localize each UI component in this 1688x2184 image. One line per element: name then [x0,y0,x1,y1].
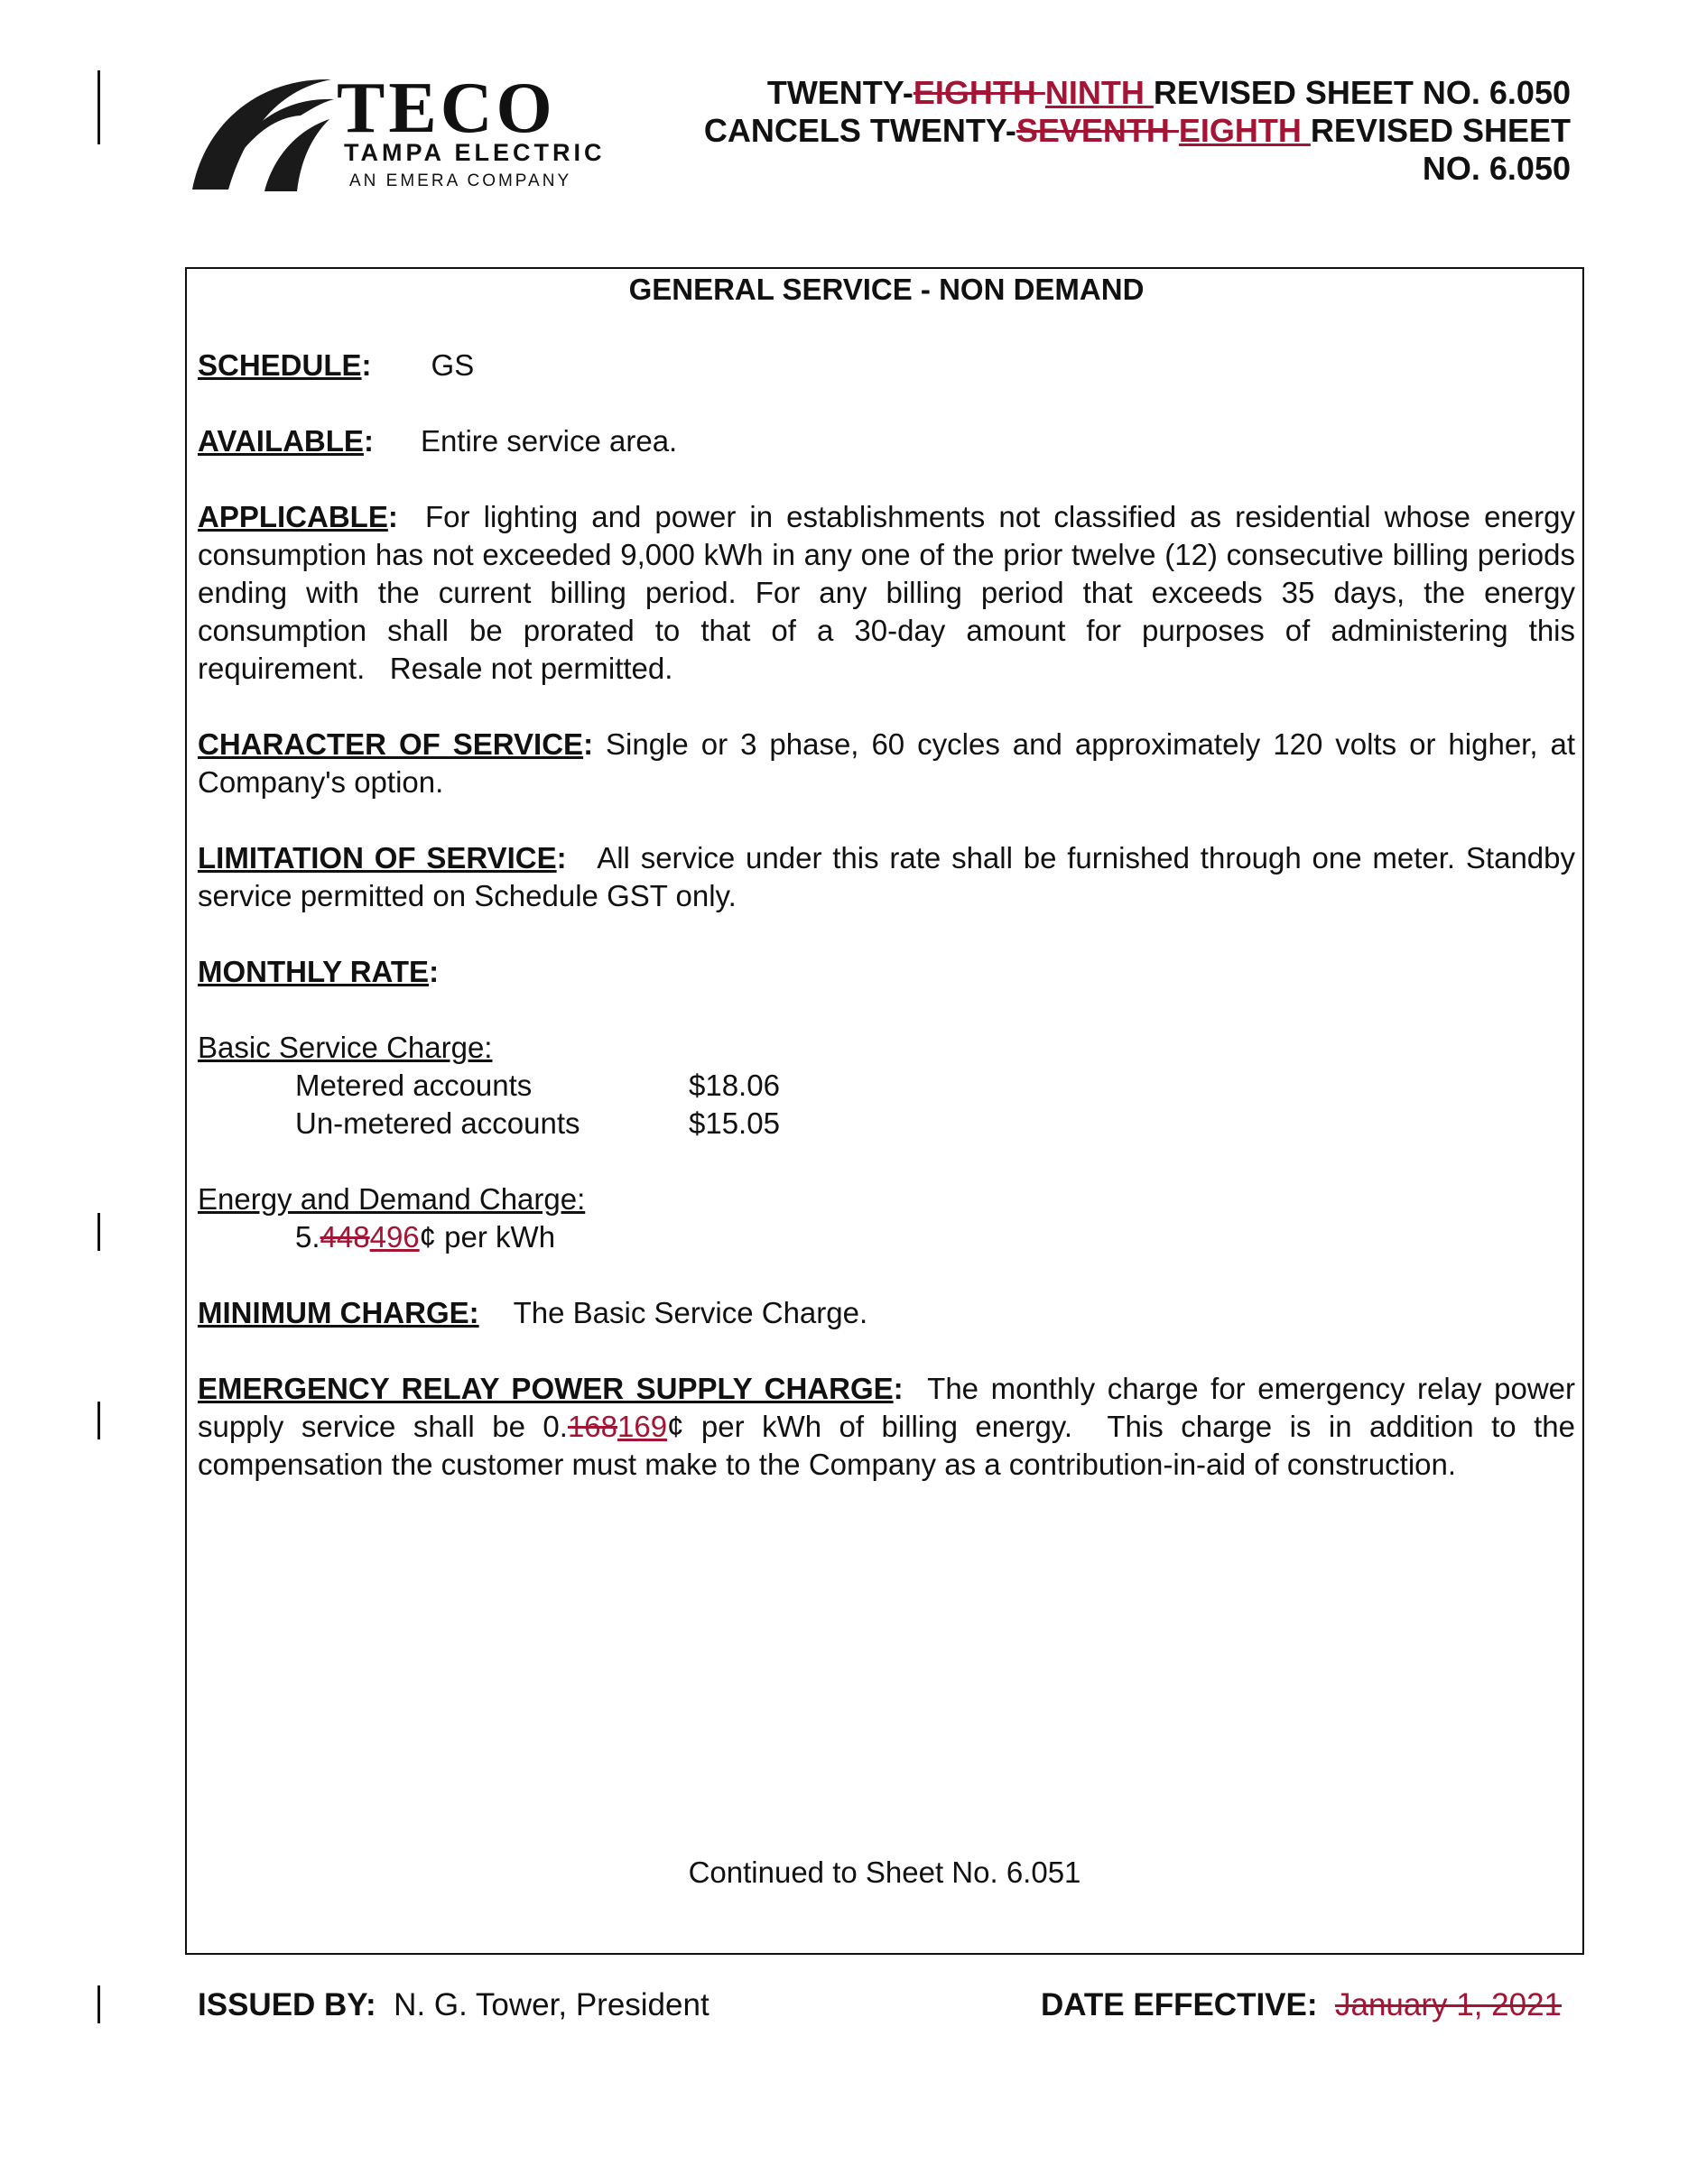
deleted-text: 448 [320,1220,370,1254]
revision-bar [97,1213,100,1251]
applicable-label: APPLICABLE [198,500,388,533]
character-section: CHARACTER OF SERVICE: Single or 3 phase, 60 cycles and approximately 120 volts or higher, at Company's option. [198,727,1584,799]
teco-logo [185,70,654,206]
revision-bar [97,70,100,144]
teco-swoosh-icon [185,70,339,197]
available-section: AVAILABLE: Entire service area. [198,424,678,458]
issued-by-label: ISSUED BY: [198,1987,376,2022]
schedule-value: GS [431,348,475,382]
limitation-text: All service under this rate shall be furnished through one meter. Standby service permitted on Schedule GST only. [198,841,1584,912]
page-title: GENERAL SERVICE - NON DEMAND [628,273,1145,306]
minimum-charge-text: The Basic Service Charge. [513,1296,868,1329]
schedule-label: SCHEDULE [198,348,362,382]
energy-demand-charge [198,1180,1575,1256]
monthly-rate-label: MONTHLY RATE [198,955,430,988]
basic-service-charge [198,1029,1575,1143]
available-value: Entire service area. [420,424,678,458]
deleted-text: EIGHTH [913,74,1045,111]
emergency-relay-label: EMERGENCY RELAY POWER SUPPLY CHARGE [198,1372,894,1405]
issued-by [198,1987,710,2023]
revision-bar [97,1985,100,2023]
inserted-text: 496 [369,1220,420,1254]
continued-note: Continued to Sheet No. 6.051 [688,1855,1081,1889]
unmetered-value: $15.05 [689,1106,780,1140]
metered-row [198,1067,1575,1105]
logo-company-name: TAMPA ELECTRIC [344,139,606,166]
sheet-header-line-3: NO. 6.050 [1422,150,1571,187]
logo-tagline: AN EMERA COMPANY [349,171,572,190]
revision-bar [97,1402,100,1439]
available-label: AVAILABLE [198,424,364,458]
limitation-section: LIMITATION OF SERVICE: All service under this rate shall be furnished through one meter. Standby service permitted on Schedule GST only. [198,841,1584,912]
unmetered-row [198,1105,1575,1143]
character-label: CHARACTER OF SERVICE [198,727,584,761]
applicable-text: For lighting and power in establishments not classified as residential whose energy consumption has not exceeded 9,000 kWh in any one of the prior twelve (12) consecutive billing periods ending with the current billing period. For any billing period that exceeds 35 days, the energy consumption shall be prorated to that of a 30-day amount for purposes of administering this requirement. Resale not permitted. [198,500,1584,685]
date-effective-label: DATE EFFECTIVE: [1040,1987,1318,2022]
tariff-content [198,267,1584,1484]
energy-charge-label: Energy and Demand Charge: [198,1182,586,1216]
deleted-text: SEVENTH [1016,112,1179,149]
date-effective-value: January 1, 2021 [1334,1987,1562,2022]
sheet-header [704,74,1571,188]
applicable-section: APPLICABLE: For lighting and power in establishments not classified as residential whose energy consumption has not exceeded 9,000 kWh in any one of the prior twelve (12) consecutive billing periods ending with the current billing period. For any billing period that exceeds 35 days, the energy consumption shall be prorated to that of a 30-day amount for purposes of administering this requirement. Resale not permitted. [198,500,1584,685]
metered-value: $18.06 [689,1069,780,1102]
inserted-text: NINTH [1044,74,1154,111]
character-text: Single or 3 phase, 60 cycles and approximately 120 volts or higher, at Company's option. [198,727,1584,799]
monthly-rate-section: MONTHLY RATE: [198,955,440,988]
emergency-relay-section: EMERGENCY RELAY POWER SUPPLY CHARGE: The monthly charge for emergency relay power supply service shall be 0.168169¢ per kWh of billing energy. This charge is in addition to the compensation the customer must make to the Company as a contribution-in-aid of construction. [198,1372,1584,1481]
logo-brand: TECO [337,69,556,148]
sheet-header-line-2: CANCELS TWENTY-SEVENTH EIGHTH REVISED SHEET [703,112,1571,149]
date-effective [1041,1987,1562,2023]
metered-label: Metered accounts [295,1069,533,1102]
schedule-section: SCHEDULE: GS [198,348,475,382]
minimum-charge-section [198,1294,1575,1332]
sheet-header-line-1: TWENTY-EIGHTH NINTH REVISED SHEET NO. 6.050 [766,74,1571,111]
issued-by-value: N. G. Tower, President [394,1987,710,2022]
inserted-text: EIGHTH [1178,112,1311,149]
minimum-charge-label: MINIMUM CHARGE: [198,1296,479,1329]
limitation-label: LIMITATION OF SERVICE [198,841,557,875]
energy-charge-value: 5.448496¢ per kWh [295,1220,556,1254]
basic-charge-label: Basic Service Charge: [198,1031,493,1064]
inserted-text: 169 [617,1410,668,1443]
unmetered-label: Un-metered accounts [295,1106,580,1140]
deleted-text: 168 [567,1410,617,1443]
